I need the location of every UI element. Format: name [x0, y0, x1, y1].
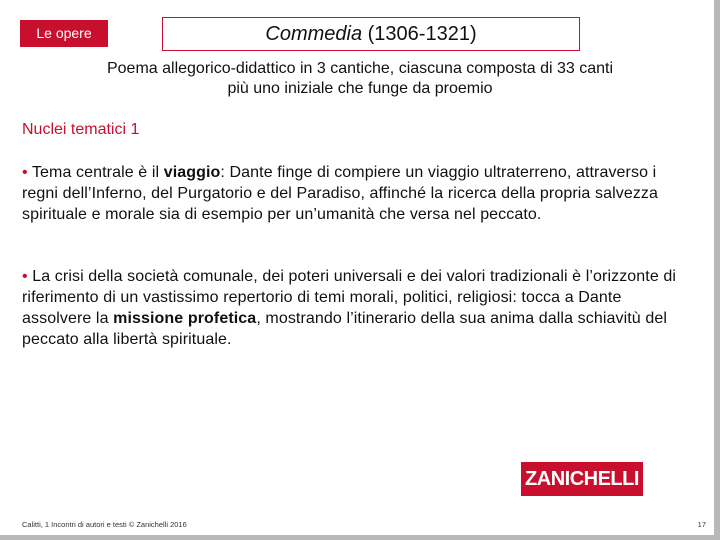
slide-frame-right	[714, 0, 720, 540]
bullet-icon: •	[22, 268, 28, 285]
paragraph-2-text-before: La crisi della società comunale, dei poteri universali e dei valori tradizionali è l’orizzonte di riferimento di un vastissimo repertorio di temi morali, politici, religiosi: tocca a Dante assolvere la	[22, 268, 677, 327]
paragraph-1	[22, 162, 690, 225]
section-tag: Le opere	[20, 20, 108, 47]
footer-credit: Calitti, 1 Incontri di autori e testi © Zanichelli 2016	[22, 520, 187, 529]
title-dates: (1306-1321)	[362, 23, 477, 45]
slide-subtitle	[40, 59, 680, 99]
subtitle-line-1: Poema allegorico-didattico in 3 cantiche, ciascuna composta di 33 canti	[106, 60, 614, 77]
section-heading: Nuclei tematici 1	[22, 121, 140, 138]
zanichelli-logo: ZANICHELLI	[521, 462, 643, 496]
subtitle-line-2: più uno iniziale che funge da proemio	[227, 80, 493, 97]
slide-frame-bottom	[0, 535, 720, 540]
bullet-icon: •	[22, 164, 28, 181]
title-work-name: Commedia	[265, 23, 363, 45]
paragraph-2-keyword: missione profetica	[113, 310, 257, 327]
paragraph-2	[22, 266, 690, 350]
slide-title	[162, 17, 580, 51]
paragraph-2-text-after: , mostrando l’itinerario della sua anima dalla schiavitù del peccato alla libertà spirituale.	[22, 310, 667, 348]
paragraph-1-text-after: : Dante finge di compiere un viaggio ultraterreno, attraverso i regni dell’Inferno, del Purgatorio e del Paradiso, affinché la ricerca della propria salvezza spirituale e morale sia di esempio per un’umanità che versa nel peccato.	[22, 164, 659, 223]
page-number: 17	[697, 520, 706, 529]
paragraph-1-text-before: Tema centrale è il	[27, 164, 164, 181]
paragraph-1-keyword: viaggio	[163, 164, 221, 181]
